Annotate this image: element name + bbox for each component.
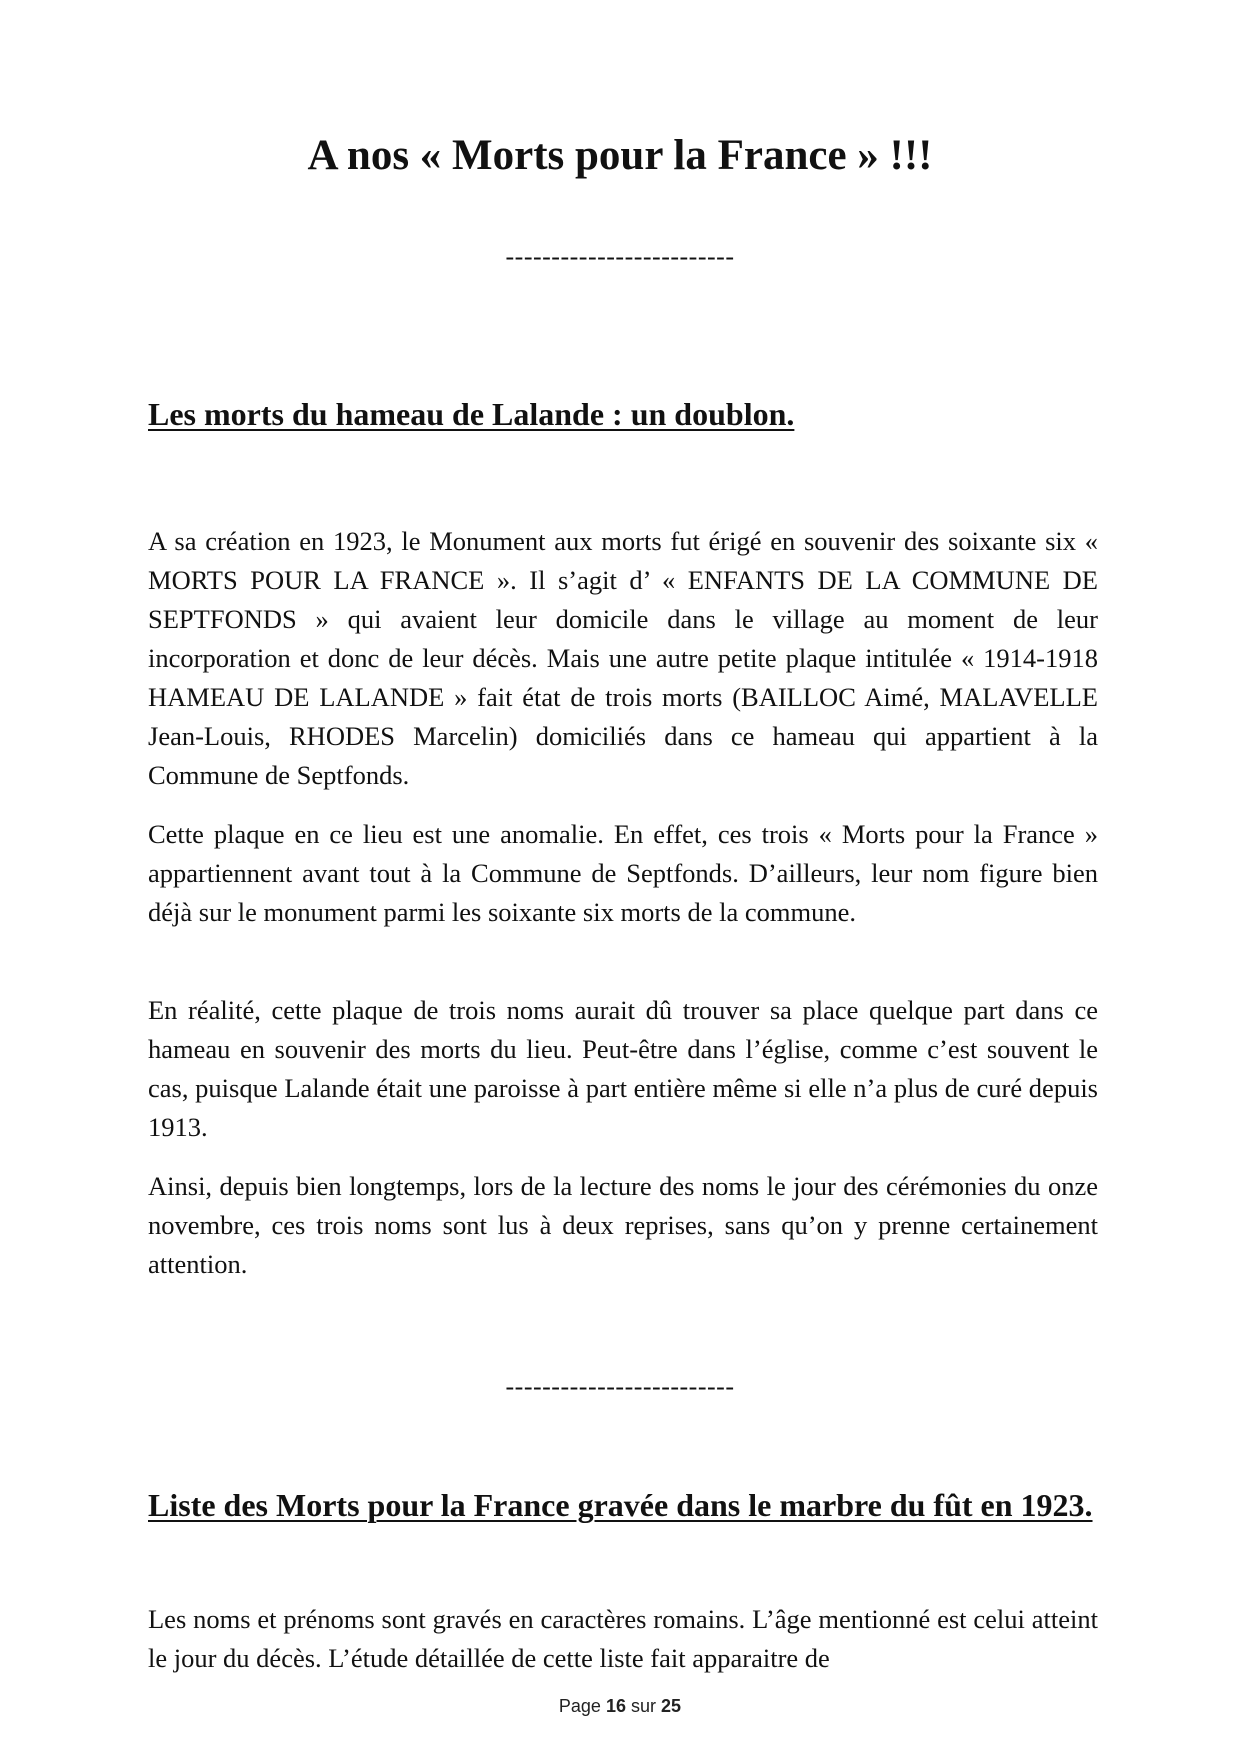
separator-line: ------------------------- bbox=[505, 1372, 735, 1401]
paragraph-lalande-4: Ainsi, depuis bien longtemps, lors de la lecture des noms le jour des cérémonies du onze novembre, ces trois noms sont lus à deux reprises, sans qu’on y prenne certainement attention. bbox=[148, 1171, 1098, 1279]
paragraph-lalande-2: Cette plaque en ce lieu est une anomalie. En effet, ces trois « Morts pour la France » appartiennent avant tout à la Commune de Septfonds. D’ailleurs, leur nom figure bien déjà sur le monument parmi les soixante six morts de la commune. bbox=[148, 819, 1098, 927]
page-total: 25 bbox=[661, 1696, 682, 1716]
page-title: A nos « Morts pour la France » !!! bbox=[307, 132, 933, 179]
paragraph-lalande-3: En réalité, cette plaque de trois noms aurait dû trouver sa place quelque part dans ce hameau en souvenir des morts du lieu. Peut-être dans l’église, comme c’est souvent le cas, puisque Lalande était une paroisse à part entière même si elle n’a plus de curé depuis 1913. bbox=[148, 995, 1098, 1142]
page-current: 16 bbox=[605, 1696, 626, 1716]
paragraph-liste-1: Les noms et prénoms sont gravés en caractères romains. L’âge mentionné est celui atteint le jour du décès. L’étude détaillée de cette liste fait apparaitre de bbox=[148, 1604, 1098, 1673]
page-of-label: sur bbox=[631, 1696, 657, 1716]
separator-line: ------------------------- bbox=[505, 242, 735, 271]
section-heading-liste: Liste des Morts pour la France gravée dans le marbre du fût en 1923. bbox=[148, 1487, 1093, 1523]
page-footer bbox=[0, 1694, 1240, 1718]
paragraph-lalande-1: A sa création en 1923, le Monument aux morts fut érigé en souvenir des soixante six « MORTS POUR LA FRANCE ». Il s’agit d’ « ENFANTS DE LA COMMUNE DE SEPTFONDS » qui avaient leur domicile dans le village au moment de leur incorporation et donc de leur décès. Mais une autre petite plaque intitulée « 1914-1918 HAMEAU DE LALANDE » fait état de trois morts (BAILLOC Aimé, MALAVELLE Jean-Louis, RHODES Marcelin) domiciliés dans ce hameau qui appartient à la Commune de Septfonds. bbox=[148, 526, 1098, 790]
page-label: Page bbox=[558, 1696, 601, 1716]
section-heading-lalande: Les morts du hameau de Lalande : un doublon. bbox=[148, 396, 795, 432]
